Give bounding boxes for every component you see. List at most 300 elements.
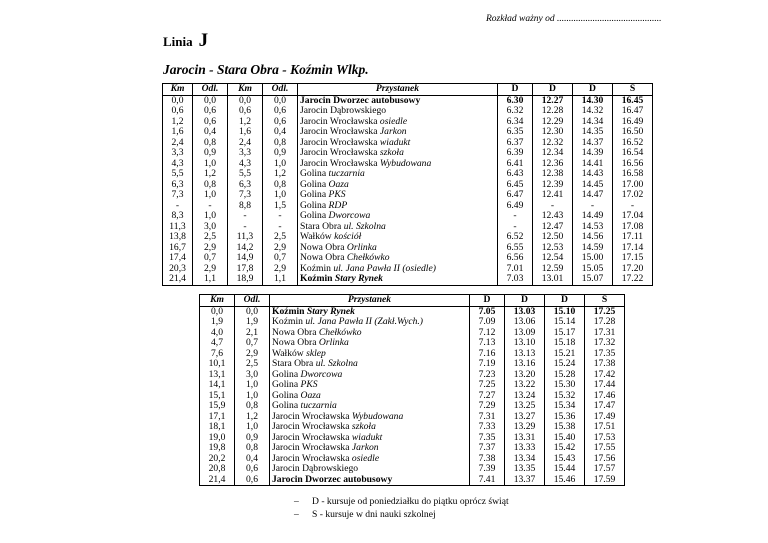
km-cell: 7,3 [163, 190, 193, 201]
time-cell: 13.01 [533, 274, 573, 285]
header-course: S [613, 84, 653, 96]
time-cell: 12.38 [533, 169, 573, 180]
km-cell: 20,3 [163, 264, 193, 275]
km-cell: 1,9 [200, 317, 235, 328]
table-row [200, 306, 625, 317]
stop-name [298, 95, 498, 106]
time-cell: 17.42 [585, 370, 625, 381]
odl-cell: 0,6 [193, 117, 228, 128]
km-cell: 6,3 [163, 180, 193, 191]
time-cell: 12.54 [533, 253, 573, 264]
time-cell: 6.35 [498, 127, 533, 138]
stop-place: Jarocin Dworzec autobusowy [272, 474, 393, 485]
stop-place: Jarocin Wrocławska [300, 116, 378, 127]
stop-place: Koźmin [300, 274, 333, 284]
time-cell: 17.47 [585, 401, 625, 412]
time-cell: 17.57 [585, 464, 625, 475]
stop-detail: Chełkówko [346, 253, 390, 263]
time-cell: 15.34 [545, 401, 585, 412]
stop-detail: Oaza [328, 179, 349, 190]
line-label [163, 30, 208, 52]
km-cell: 4,0 [200, 328, 235, 339]
km-cell: 10,1 [200, 359, 235, 370]
table-row [163, 211, 653, 222]
stop-name [298, 253, 498, 264]
odl-alt-cell: 1,0 [263, 159, 298, 170]
odl-cell: 1,0 [235, 391, 270, 402]
time-cell: 6.47 [498, 190, 533, 201]
stop-name [298, 148, 498, 159]
time-cell: 17.25 [585, 306, 625, 317]
header-km: Km [200, 295, 235, 307]
stop-place: Golina [300, 190, 327, 200]
time-cell: 17.00 [613, 180, 653, 191]
time-cell: 17.32 [585, 338, 625, 349]
stop-name [298, 264, 498, 275]
km-alt-cell: 4,3 [228, 159, 263, 170]
time-cell: 6.37 [498, 138, 533, 149]
legend-text: D - kursuje od poniedziałku do piątku oprócz świąt [312, 496, 509, 507]
time-cell: 12.50 [533, 232, 573, 243]
time-cell: 13.16 [505, 359, 545, 370]
table-row [163, 117, 653, 128]
stop-place: Nowa Obra [300, 242, 345, 253]
line-code: J [198, 30, 209, 51]
time-cell: 13.10 [505, 338, 545, 349]
time-cell: - [498, 211, 533, 222]
stop-place: Koźmin [300, 263, 331, 274]
time-cell: 12.53 [533, 243, 573, 254]
time-cell: 15.07 [573, 274, 613, 285]
time-cell: 17.51 [585, 422, 625, 433]
header-odl: Odl. [193, 84, 228, 96]
km-alt-cell: - [228, 211, 263, 222]
time-cell: 7.38 [470, 454, 505, 465]
km-cell: 0,6 [163, 106, 193, 117]
time-cell: 7.23 [470, 370, 505, 381]
stop-place: Stara Obra [272, 359, 314, 369]
odl-alt-cell: 2,9 [263, 264, 298, 275]
time-cell: 16.49 [613, 117, 653, 128]
stop-place: Jarocin Dworzec autobusowy [300, 95, 421, 106]
table-row [200, 454, 625, 465]
table-row [200, 464, 625, 475]
table-row [163, 106, 653, 117]
time-cell: 12.39 [533, 180, 573, 191]
header-course: D [533, 84, 573, 96]
header-odl: Odl. [235, 295, 270, 307]
km-cell: 8,3 [163, 211, 193, 222]
time-cell: 7.09 [470, 317, 505, 328]
stop-detail: szkoła [351, 422, 376, 432]
stop-detail: ul. Jana Pawła II (Zakł.Wych.) [305, 317, 424, 327]
time-cell: 17.22 [613, 274, 653, 285]
km-alt-cell: 11,3 [228, 232, 263, 243]
time-cell: 14.35 [573, 127, 613, 138]
time-cell: 17.44 [585, 380, 625, 391]
time-cell: 17.49 [585, 412, 625, 423]
table-row [163, 159, 653, 170]
time-cell: 12.28 [533, 106, 573, 117]
odl-cell: 1,0 [193, 211, 228, 222]
km-cell: 0,0 [200, 306, 235, 317]
valid-from-label: Rozkład ważny od ............................................ [486, 14, 662, 24]
time-cell: 14.34 [573, 117, 613, 128]
stop-name [298, 127, 498, 138]
km-cell: 0,0 [163, 95, 193, 106]
km-alt-cell: 6,3 [228, 180, 263, 191]
odl-cell: 1,2 [235, 412, 270, 423]
time-cell: 17.38 [585, 359, 625, 370]
stop-place: Jarocin Wrocławska [300, 158, 378, 169]
time-cell: - [613, 201, 653, 212]
time-cell: 12.41 [533, 190, 573, 201]
time-cell: 6.39 [498, 148, 533, 159]
stop-name [298, 106, 498, 117]
time-cell: 7.35 [470, 433, 505, 444]
stop-place: Koźmin [272, 306, 305, 317]
stop-name [270, 306, 470, 317]
odl-cell: 2,1 [235, 328, 270, 339]
time-cell: 17.04 [613, 211, 653, 222]
time-cell: 12.30 [533, 127, 573, 138]
stop-detail: osiedle [379, 116, 408, 127]
odl-alt-cell: 0,8 [263, 138, 298, 149]
time-cell: 17.11 [613, 232, 653, 243]
stop-place: Stara Obra [300, 221, 342, 232]
time-cell: 14.47 [573, 190, 613, 201]
odl-cell: - [193, 201, 228, 212]
stop-detail: Chełkówko [318, 327, 362, 338]
time-cell: 7.31 [470, 412, 505, 423]
time-cell: 13.25 [505, 401, 545, 412]
km-cell: 11,3 [163, 222, 193, 233]
km-cell: 7,6 [200, 349, 235, 360]
time-cell: 17.55 [585, 443, 625, 454]
time-cell: 7.16 [470, 349, 505, 360]
stop-place: Jarocin Wrocławska [300, 148, 378, 158]
time-cell: 15.28 [545, 370, 585, 381]
time-cell: 17.08 [613, 222, 653, 233]
km-alt-cell: 8,8 [228, 201, 263, 212]
stop-name [270, 338, 470, 349]
stop-place: Golina [300, 200, 327, 211]
time-cell: 6.32 [498, 106, 533, 117]
time-cell: 6.34 [498, 117, 533, 128]
stop-place: Koźmin [272, 317, 303, 327]
time-cell: 14.39 [573, 148, 613, 159]
time-cell: 15.36 [545, 412, 585, 423]
time-cell: 16.58 [613, 169, 653, 180]
header-course: D [505, 295, 545, 307]
time-cell: 17.56 [585, 454, 625, 465]
header-stop: Przystanek [270, 295, 470, 307]
time-cell: 15.10 [545, 306, 585, 317]
stop-detail: Orlinka [346, 242, 377, 253]
stop-detail: Jarkon [351, 443, 379, 453]
time-cell: 7.13 [470, 338, 505, 349]
time-cell: 13.20 [505, 370, 545, 381]
km-cell: 2,4 [163, 138, 193, 149]
time-cell: 13.06 [505, 317, 545, 328]
table-row [200, 443, 625, 454]
odl-cell: 1,0 [235, 380, 270, 391]
km-alt-cell: 17,8 [228, 264, 263, 275]
time-cell: 7.27 [470, 391, 505, 402]
odl-cell: 0,7 [193, 253, 228, 264]
odl-alt-cell: 0,7 [263, 253, 298, 264]
odl-cell: 0,0 [235, 306, 270, 317]
km-cell: 16,7 [163, 243, 193, 254]
stop-detail: ul. Szkolna [343, 221, 386, 232]
time-cell: 7.37 [470, 443, 505, 454]
stop-place: Golina [300, 211, 327, 221]
stop-name [270, 412, 470, 423]
table-row [163, 201, 653, 212]
odl-cell: 2,9 [193, 243, 228, 254]
km-cell: 14,1 [200, 380, 235, 391]
stop-name [270, 370, 470, 381]
stop-name [270, 380, 470, 391]
legend [294, 496, 509, 521]
time-cell: 17.20 [613, 264, 653, 275]
stop-name [298, 232, 498, 243]
time-cell: 13.31 [505, 433, 545, 444]
time-cell: 14.43 [573, 169, 613, 180]
km-cell: 17,1 [200, 412, 235, 423]
table-row [163, 274, 653, 285]
stop-place: Wałków [300, 232, 332, 242]
time-cell: 7.39 [470, 464, 505, 475]
time-cell: 16.54 [613, 148, 653, 159]
time-cell: 12.27 [533, 95, 573, 106]
timetable-return [199, 294, 625, 486]
route-title: Jarocin - Stara Obra - Koźmin Wlkp. [163, 62, 369, 77]
km-cell: 4,7 [200, 338, 235, 349]
stop-place: Jarocin Wrocławska [272, 443, 350, 453]
stop-name [298, 117, 498, 128]
stop-detail: Wybudowana [351, 411, 404, 422]
stop-name [298, 274, 498, 285]
km-alt-cell: 14,2 [228, 243, 263, 254]
time-cell: 14.37 [573, 138, 613, 149]
header-stop: Przystanek [298, 84, 498, 96]
stop-name [270, 349, 470, 360]
table-row [163, 138, 653, 149]
time-cell: 14.41 [573, 159, 613, 170]
stop-place: Jarocin Wrocławska [272, 432, 350, 443]
odl-cell: 0,6 [235, 475, 270, 486]
stop-detail: szkoła [379, 148, 404, 158]
odl-alt-cell: - [263, 211, 298, 222]
odl-cell: 1,0 [193, 190, 228, 201]
time-cell: 12.36 [533, 159, 573, 170]
km-alt-cell: 5,5 [228, 169, 263, 180]
odl-cell: 0,4 [193, 127, 228, 138]
stop-detail: ul. Jana Pawła II (osiedle) [333, 263, 436, 274]
table-row [163, 253, 653, 264]
table-row [200, 349, 625, 360]
header-course: D [470, 295, 505, 307]
stop-detail: PKS [300, 380, 318, 390]
km-cell: 1,6 [163, 127, 193, 138]
odl-alt-cell: 1,1 [263, 274, 298, 285]
table-row [163, 232, 653, 243]
odl-cell: 0,6 [235, 464, 270, 475]
time-cell: 6.30 [498, 95, 533, 106]
time-cell: 13.33 [505, 443, 545, 454]
stop-detail: Stary Rynek [334, 274, 383, 284]
time-cell: 13.22 [505, 380, 545, 391]
table-row [200, 422, 625, 433]
stop-detail: wiadukt [379, 137, 411, 148]
time-cell: 17.28 [585, 317, 625, 328]
stop-name [270, 401, 470, 412]
table-row [163, 222, 653, 233]
table-row [200, 475, 625, 486]
time-cell: 13.24 [505, 391, 545, 402]
km-alt-cell: 18,9 [228, 274, 263, 285]
time-cell: 14.30 [573, 95, 613, 106]
stop-name [270, 328, 470, 339]
table-row [163, 169, 653, 180]
time-cell: 15.32 [545, 391, 585, 402]
stop-detail: Oaza [300, 390, 321, 401]
time-cell: 16.56 [613, 159, 653, 170]
time-cell: 16.52 [613, 138, 653, 149]
stop-detail: wiadukt [351, 432, 383, 443]
odl-alt-cell: 0,0 [263, 95, 298, 106]
km-cell: 21,4 [163, 274, 193, 285]
stop-name [270, 464, 470, 475]
stop-place: Golina [272, 380, 299, 390]
time-cell: 16.50 [613, 127, 653, 138]
odl-cell: 0,8 [235, 443, 270, 454]
odl-cell: 0,4 [235, 454, 270, 465]
time-cell: 12.59 [533, 264, 573, 275]
time-cell: 6.56 [498, 253, 533, 264]
time-cell: 13.34 [505, 454, 545, 465]
odl-cell: 1,0 [235, 422, 270, 433]
odl-cell: 2,5 [235, 359, 270, 370]
odl-cell: 0,7 [235, 338, 270, 349]
time-cell: 15.21 [545, 349, 585, 360]
stop-detail: sklep [306, 348, 326, 359]
km-cell: 13,1 [200, 370, 235, 381]
time-cell: - [573, 201, 613, 212]
time-cell: 15.00 [573, 253, 613, 264]
odl-alt-cell: 0,8 [263, 180, 298, 191]
stop-place: Jarocin Dąbrowskiego [300, 106, 387, 116]
legend-dash: – [294, 508, 299, 520]
time-cell: 15.40 [545, 433, 585, 444]
time-cell: 14.32 [573, 106, 613, 117]
table-row [163, 264, 653, 275]
header-odl-alt: Odl. [263, 84, 298, 96]
odl-alt-cell: 2,9 [263, 243, 298, 254]
time-cell: 15.44 [545, 464, 585, 475]
time-cell: 12.34 [533, 148, 573, 159]
stop-name [270, 454, 470, 465]
stop-name [270, 317, 470, 328]
time-cell: 6.41 [498, 159, 533, 170]
km-cell: 15,1 [200, 391, 235, 402]
odl-cell: 0,8 [193, 180, 228, 191]
header-course: D [573, 84, 613, 96]
odl-alt-cell: 1,5 [263, 201, 298, 212]
legend-item [294, 496, 509, 509]
odl-alt-cell: - [263, 222, 298, 233]
time-cell: 7.19 [470, 359, 505, 370]
stop-name [270, 475, 470, 486]
legend-text: S - kursuje w dni nauki szkolnej [312, 508, 436, 520]
odl-cell: 1,2 [193, 169, 228, 180]
km-cell: 5,5 [163, 169, 193, 180]
stop-detail: kościół [334, 232, 362, 242]
stop-place: Golina [272, 401, 299, 411]
odl-cell: 0,6 [193, 106, 228, 117]
stop-detail: Jarkon [379, 127, 407, 137]
time-cell: 6.52 [498, 232, 533, 243]
odl-cell: 2,9 [193, 264, 228, 275]
time-cell: 13.37 [505, 475, 545, 486]
header-course: S [585, 295, 625, 307]
timetable-outbound [162, 83, 653, 286]
km-cell: 4,3 [163, 159, 193, 170]
stop-place: Golina [300, 179, 327, 190]
odl-alt-cell: 2,5 [263, 232, 298, 243]
stop-name [298, 190, 498, 201]
stop-name [298, 169, 498, 180]
stop-place: Jarocin Dąbrowskiego [272, 464, 359, 474]
stop-name [270, 359, 470, 370]
stop-place: Nowa Obra [272, 338, 317, 348]
odl-cell: 0,9 [193, 148, 228, 159]
stop-detail: Dworcowa [328, 211, 371, 221]
odl-alt-cell: 0,9 [263, 148, 298, 159]
stop-name [270, 391, 470, 402]
stop-name [298, 159, 498, 170]
table-row [200, 359, 625, 370]
km-alt-cell: 0,6 [228, 106, 263, 117]
stop-name [298, 201, 498, 212]
odl-cell: 0,8 [235, 401, 270, 412]
stop-detail: tuczarnia [300, 401, 337, 411]
table-row [200, 391, 625, 402]
time-cell: 12.29 [533, 117, 573, 128]
table-row [163, 95, 653, 106]
time-cell: 15.43 [545, 454, 585, 465]
stop-name [298, 138, 498, 149]
time-cell: 15.30 [545, 380, 585, 391]
stop-detail: Dworcowa [300, 369, 343, 380]
time-cell: 15.42 [545, 443, 585, 454]
time-cell: - [533, 201, 573, 212]
km-alt-cell: - [228, 222, 263, 233]
line-prefix: Linia [163, 34, 193, 49]
stop-detail: Orlinka [318, 338, 349, 348]
time-cell: 13.27 [505, 412, 545, 423]
odl-alt-cell: 0,6 [263, 117, 298, 128]
time-cell: 12.43 [533, 211, 573, 222]
table-row [163, 148, 653, 159]
time-cell: 17.14 [613, 243, 653, 254]
km-cell: 13,8 [163, 232, 193, 243]
table-row [163, 127, 653, 138]
time-cell: 6.49 [498, 201, 533, 212]
time-cell: 17.15 [613, 253, 653, 264]
stop-place: Nowa Obra [272, 327, 317, 338]
